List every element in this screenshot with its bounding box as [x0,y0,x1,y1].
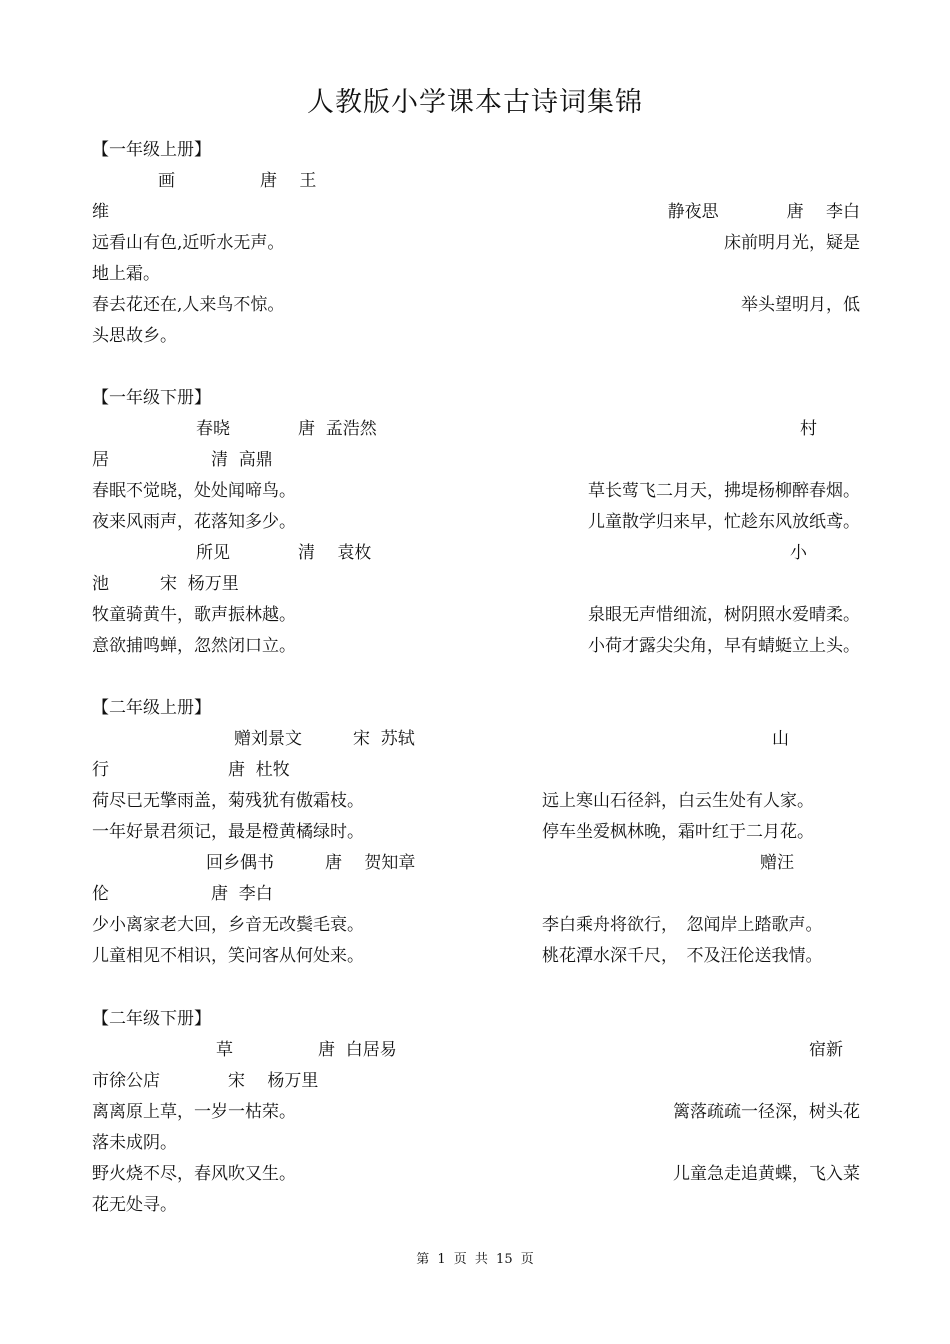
poem-verse: 荷尽已无擎雨盖，菊残犹有傲霜枝。 [92,791,364,811]
section-header-grade2-vol2: 【二年级下册】 [92,1009,211,1029]
poem-row [92,1098,860,1126]
section-header-grade1-vol2: 【一年级下册】 [92,388,211,408]
poem-row [92,229,860,257]
poem-verse: 儿童相见不相识，笑问客从何处来。 [92,946,364,966]
poem-heading-huixiangoushu: 回乡偶书 唐 贺知章 [206,853,416,873]
poem-verse: 牧童骑黄牛，歌声振林越。 [92,605,296,625]
poem-verse: 儿童急走追黄蝶，飞入菜 [673,1164,860,1184]
poem-row [92,539,860,567]
poem-row [92,291,860,319]
poem-row [92,725,860,753]
poem-heading-wrap: 市徐公店 宋 杨万里 [92,1071,319,1091]
poem-row [92,849,860,877]
section-header-grade2-vol1: 【二年级上册】 [92,698,211,718]
poem-row [92,477,860,505]
poem-heading-xiaochi: 小 [790,543,807,563]
poem-verse: 远看山有色,近听水无声。 [92,233,285,253]
poem-heading-suojian: 所见 清 袁枚 [196,543,372,563]
poem-heading-jingyesi: 静夜思 唐 李白 [667,202,860,222]
poem-heading-wrap: 伦 唐 李白 [92,884,273,904]
poem-heading-wrap: 池 宋 杨万里 [92,574,239,594]
poem-row [92,632,860,660]
poem-verse: 李白乘舟将欲行， 忽闻岸上踏歌声。 [542,915,823,935]
poem-verse: 春眠不觉晓，处处闻啼鸟。 [92,481,296,501]
poem-verse: 意欲捕鸣蝉，忽然闭口立。 [92,636,296,656]
poem-row [92,818,860,846]
poem-verse-wrap: 头思故乡。 [92,326,177,346]
poem-verse: 停车坐爱枫林晚，霜叶红于二月花。 [542,822,814,842]
poem-row [92,942,860,970]
poem-verse: 床前明月光，疑是 [724,233,860,253]
page-title: 人教版小学课本古诗词集锦 [307,87,643,118]
poem-row [92,198,860,226]
poem-verse-wrap: 地上霜。 [92,264,160,284]
poem-verse: 春去花还在,人来鸟不惊。 [92,295,285,315]
poem-verse: 草长莺飞二月天，拂堤杨柳醉春烟。 [588,481,860,501]
poem-heading-line [92,167,860,195]
poem-heading-wrap: 居 清 高鼎 [92,450,273,470]
poem-row [92,508,860,536]
poem-heading-zengliujingwen: 赠刘景文 宋 苏轼 [234,729,415,749]
section-header-grade1-vol1: 【一年级上册】 [92,140,211,160]
poem-row [92,1036,860,1064]
poem-heading-cunju: 村 [800,419,817,439]
poem-verse: 野火烧不尽，春风吹又生。 [92,1164,296,1184]
poem-heading-wrap: 行 唐 杜牧 [92,760,290,780]
poem-verse: 小荷才露尖尖角，早有蜻蜓立上头。 [588,636,860,656]
poem-row [92,787,860,815]
poem-row [92,1160,860,1188]
poem-verse: 一年好景君须记，最是橙黄橘绿时。 [92,822,364,842]
poem-author-wrap: 维 [92,202,109,222]
poem-verse: 举头望明月，低 [741,295,860,315]
poem-verse-wrap: 花无处寻。 [92,1195,177,1215]
poem-verse: 篱落疏疏一径深，树头花 [673,1102,860,1122]
poem-row [92,415,860,443]
poem-row [92,911,860,939]
poem-heading-hua: 画 唐 王 [158,171,317,191]
poem-verse: 儿童散学归来早，忙趁东风放纸鸢。 [588,512,860,532]
poem-heading-suxinshi: 宿新 [809,1040,843,1060]
poem-row [92,601,860,629]
page-footer: 第 1 页 共 15 页 [416,1252,534,1267]
poem-heading-chunxiao: 春晓 唐 孟浩然 [196,419,377,439]
poem-verse-wrap: 落未成阴。 [92,1133,177,1153]
poem-heading-zengwanglun: 赠汪 [760,853,794,873]
poem-verse: 桃花潭水深千尺， 不及汪伦送我情。 [542,946,823,966]
poem-verse: 离离原上草，一岁一枯荣。 [92,1102,296,1122]
poem-heading-shanxing: 山 [772,729,789,749]
poem-heading-cao: 草 唐 白居易 [216,1040,397,1060]
poem-verse: 远上寒山石径斜，白云生处有人家。 [542,791,814,811]
poem-verse: 夜来风雨声，花落知多少。 [92,512,296,532]
poem-verse: 泉眼无声惜细流，树阴照水爱晴柔。 [588,605,860,625]
poem-verse: 少小离家老大回，乡音无改鬓毛衰。 [92,915,364,935]
